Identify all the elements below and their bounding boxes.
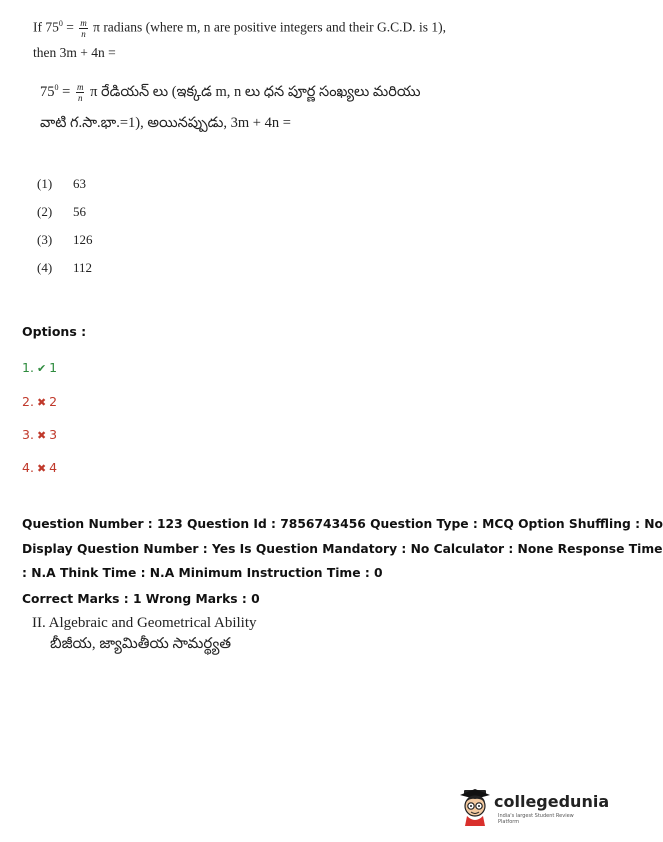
choice-row xyxy=(37,260,92,276)
equals-sign: = xyxy=(66,19,74,35)
cross-icon: ✖ xyxy=(36,429,47,442)
degree-sup-te: 0 xyxy=(54,83,59,92)
frac-numerator: m xyxy=(80,18,87,28)
question-telugu-line1 xyxy=(40,82,421,104)
choice-row xyxy=(37,176,86,192)
equals-sign-te: = xyxy=(62,83,71,100)
frac-numerator-te: m xyxy=(76,82,84,92)
mascot-icon xyxy=(458,786,494,826)
answer-value: 1 xyxy=(49,360,58,375)
choice-value: 112 xyxy=(73,260,93,275)
answer-prefix: 1. xyxy=(22,360,34,375)
options-title: Options : xyxy=(22,324,87,339)
question-meta-line2: Display Question Number : Yes Is Question Mandatory : No Calculator : None Response Time xyxy=(22,542,663,556)
choice-value: 126 xyxy=(73,232,93,247)
answer-option-2[interactable] xyxy=(22,394,57,409)
fraction-m-over-n xyxy=(79,18,88,39)
question-telugu-rest: π రేడియన్ లు (ఇక్కడ m, n లు ధన పూర్ణ సంఖ్యలు మరియు xyxy=(90,83,421,100)
frac-denominator-te: n xyxy=(77,93,83,103)
choice-value: 63 xyxy=(73,176,86,191)
question-meta-line3: : N.A Think Time : N.A Minimum Instruction Time : 0 xyxy=(22,566,383,580)
choice-number: (1) xyxy=(37,176,53,191)
cross-icon: ✖ xyxy=(36,462,47,475)
choice-number: (3) xyxy=(37,232,53,247)
cross-icon: ✖ xyxy=(36,396,47,409)
answer-option-4[interactable] xyxy=(22,460,57,475)
choice-value: 56 xyxy=(73,204,86,219)
logo-name: collegedunia xyxy=(494,792,610,811)
collegedunia-logo[interactable] xyxy=(458,786,610,830)
section-title: II. Algebraic and Geometrical Ability xyxy=(32,615,257,631)
question-telugu-line2: వాటి గ.సా.భా.=1), అయినప్పుడు, 3m + 4n = xyxy=(40,115,291,131)
question-english-line2: then 3m + 4n = xyxy=(33,45,116,60)
question-prefix: If xyxy=(33,19,42,35)
marks-line: Correct Marks : 1 Wrong Marks : 0 xyxy=(22,592,260,606)
degree-value: 75 xyxy=(45,19,59,35)
choice-row xyxy=(37,232,93,248)
answer-prefix: 2. xyxy=(22,394,34,409)
answer-value: 2 xyxy=(49,394,58,409)
answer-option-1[interactable] xyxy=(22,360,57,375)
degree-sup: 0 xyxy=(58,19,63,29)
question-english-line1 xyxy=(33,18,446,39)
logo-tagline: India's largest Student Review Platform xyxy=(498,813,574,825)
frac-denominator: n xyxy=(81,29,86,39)
check-icon: ✔ xyxy=(36,362,47,375)
choice-number: (4) xyxy=(37,260,53,275)
question-rest: π radians (where m, n are positive integers and their G.C.D. is 1), xyxy=(93,19,446,35)
answer-value: 3 xyxy=(49,427,58,442)
choice-number: (2) xyxy=(37,204,53,219)
answer-prefix: 4. xyxy=(22,460,34,475)
question-meta-line1: Question Number : 123 Question Id : 7856743456 Question Type : MCQ Option Shuffling : No xyxy=(22,517,663,531)
degree-value-te: 75 xyxy=(40,83,55,100)
answer-prefix: 3. xyxy=(22,427,34,442)
fraction-m-over-n-te xyxy=(76,82,85,103)
answer-option-3[interactable] xyxy=(22,427,57,442)
answer-value: 4 xyxy=(49,460,58,475)
section-title-telugu: బీజీయ, జ్యామితీయ సామర్థ్యత xyxy=(50,636,232,652)
choice-row xyxy=(37,204,86,220)
